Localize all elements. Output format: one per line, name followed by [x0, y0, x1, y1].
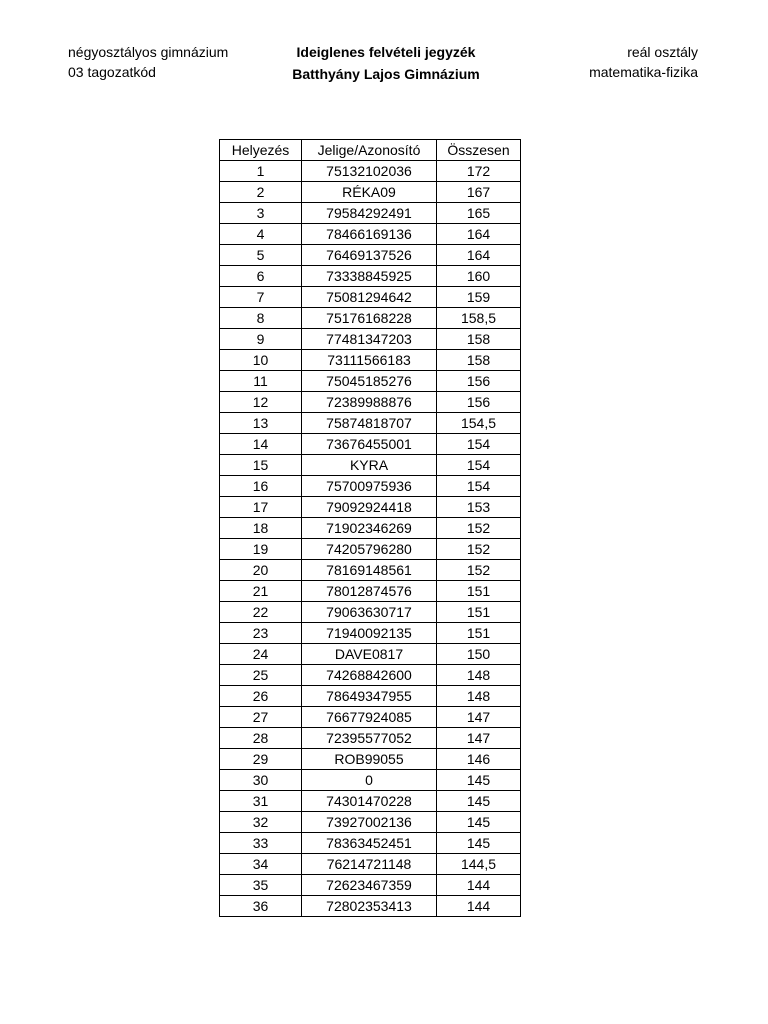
table-row: [220, 812, 521, 833]
id-cell: 74205796280: [302, 539, 437, 560]
total-cell: 148: [437, 686, 521, 707]
table-row: [220, 203, 521, 224]
table-row: [220, 266, 521, 287]
rank-cell: 26: [220, 686, 302, 707]
table-row: [220, 791, 521, 812]
rank-cell: 7: [220, 287, 302, 308]
rank-cell: 3: [220, 203, 302, 224]
id-cell: 76469137526: [302, 245, 437, 266]
table-row: [220, 329, 521, 350]
id-cell: RÉKA09: [302, 182, 437, 203]
total-cell: 156: [437, 392, 521, 413]
table-row: [220, 413, 521, 434]
id-cell: 75874818707: [302, 413, 437, 434]
total-cell: 159: [437, 287, 521, 308]
table-row: [220, 728, 521, 749]
rank-cell: 20: [220, 560, 302, 581]
table-header-row: [220, 140, 521, 161]
id-cell: 0: [302, 770, 437, 791]
id-cell: 72395577052: [302, 728, 437, 749]
table-row: [220, 686, 521, 707]
rank-cell: 27: [220, 707, 302, 728]
table-row: [220, 896, 521, 917]
id-cell: 77481347203: [302, 329, 437, 350]
id-cell: 75045185276: [302, 371, 437, 392]
total-cell: 145: [437, 833, 521, 854]
class-type: reál osztály: [627, 44, 698, 60]
id-cell: 75700975936: [302, 476, 437, 497]
total-cell: 148: [437, 665, 521, 686]
table-row: [220, 539, 521, 560]
id-cell: KYRA: [302, 455, 437, 476]
table-row: [220, 350, 521, 371]
id-cell: 79063630717: [302, 602, 437, 623]
table-row: [220, 371, 521, 392]
rank-cell: 6: [220, 266, 302, 287]
column-header-rank: Helyezés: [220, 140, 302, 161]
header-center: [266, 42, 506, 84]
id-cell: 78363452451: [302, 833, 437, 854]
rank-cell: 21: [220, 581, 302, 602]
rank-cell: 18: [220, 518, 302, 539]
total-cell: 158: [437, 329, 521, 350]
table-row: [220, 665, 521, 686]
id-cell: 75176168228: [302, 308, 437, 329]
id-cell: 72802353413: [302, 896, 437, 917]
total-cell: 158,5: [437, 308, 521, 329]
total-cell: 164: [437, 224, 521, 245]
header-right: [589, 42, 698, 82]
total-cell: 150: [437, 644, 521, 665]
table-row: [220, 392, 521, 413]
school-type: négyosztályos gimnázium: [68, 44, 229, 60]
table-row: [220, 875, 521, 896]
total-cell: 154: [437, 434, 521, 455]
total-cell: 145: [437, 791, 521, 812]
rank-cell: 23: [220, 623, 302, 644]
id-cell: 76214721148: [302, 854, 437, 875]
rank-cell: 16: [220, 476, 302, 497]
rank-cell: 34: [220, 854, 302, 875]
rank-cell: 14: [220, 434, 302, 455]
total-cell: 144,5: [437, 854, 521, 875]
id-cell: 75081294642: [302, 287, 437, 308]
id-cell: 73338845925: [302, 266, 437, 287]
total-cell: 156: [437, 371, 521, 392]
id-cell: 71940092135: [302, 623, 437, 644]
rank-cell: 9: [220, 329, 302, 350]
id-cell: 73111566183: [302, 350, 437, 371]
class-subject: matematika-fizika: [589, 64, 698, 80]
table-row: [220, 224, 521, 245]
total-cell: 153: [437, 497, 521, 518]
total-cell: 145: [437, 770, 521, 791]
school-name: Batthyány Lajos Gimnázium: [292, 66, 480, 82]
table-row: [220, 749, 521, 770]
total-cell: 152: [437, 539, 521, 560]
total-cell: 151: [437, 602, 521, 623]
table-row: [220, 308, 521, 329]
id-cell: 75132102036: [302, 161, 437, 182]
column-header-total: Összesen: [437, 140, 521, 161]
id-cell: 79092924418: [302, 497, 437, 518]
total-cell: 158: [437, 350, 521, 371]
rank-cell: 31: [220, 791, 302, 812]
total-cell: 152: [437, 560, 521, 581]
rank-cell: 28: [220, 728, 302, 749]
rank-cell: 19: [220, 539, 302, 560]
table-row: [220, 497, 521, 518]
total-cell: 152: [437, 518, 521, 539]
document-title: Ideiglenes felvételi jegyzék: [296, 44, 476, 60]
id-cell: 78012874576: [302, 581, 437, 602]
total-cell: 164: [437, 245, 521, 266]
total-cell: 167: [437, 182, 521, 203]
id-cell: 72623467359: [302, 875, 437, 896]
table-row: [220, 161, 521, 182]
table-row: [220, 287, 521, 308]
rank-cell: 24: [220, 644, 302, 665]
rank-cell: 5: [220, 245, 302, 266]
table-row: [220, 770, 521, 791]
rank-cell: 10: [220, 350, 302, 371]
table-row: [220, 581, 521, 602]
table-row: [220, 518, 521, 539]
rank-cell: 1: [220, 161, 302, 182]
id-cell: 79584292491: [302, 203, 437, 224]
header-left: [68, 42, 228, 82]
total-cell: 144: [437, 896, 521, 917]
table-row: [220, 602, 521, 623]
rank-cell: 32: [220, 812, 302, 833]
rank-cell: 35: [220, 875, 302, 896]
total-cell: 145: [437, 812, 521, 833]
table-row: [220, 245, 521, 266]
total-cell: 154: [437, 476, 521, 497]
table-row: [220, 434, 521, 455]
rank-cell: 8: [220, 308, 302, 329]
total-cell: 172: [437, 161, 521, 182]
table-row: [220, 560, 521, 581]
total-cell: 147: [437, 707, 521, 728]
section-code: 03 tagozatkód: [68, 64, 156, 80]
id-cell: 78169148561: [302, 560, 437, 581]
table-row: [220, 833, 521, 854]
rank-cell: 29: [220, 749, 302, 770]
results-table: [219, 139, 521, 917]
table-row: [220, 623, 521, 644]
rank-cell: 4: [220, 224, 302, 245]
id-cell: 73676455001: [302, 434, 437, 455]
table-row: [220, 854, 521, 875]
total-cell: 147: [437, 728, 521, 749]
rank-cell: 15: [220, 455, 302, 476]
total-cell: 165: [437, 203, 521, 224]
id-cell: 76677924085: [302, 707, 437, 728]
table-row: [220, 455, 521, 476]
table-row: [220, 182, 521, 203]
rank-cell: 17: [220, 497, 302, 518]
id-cell: 74268842600: [302, 665, 437, 686]
rank-cell: 13: [220, 413, 302, 434]
total-cell: 151: [437, 623, 521, 644]
rank-cell: 30: [220, 770, 302, 791]
rank-cell: 22: [220, 602, 302, 623]
results-body: [220, 161, 521, 917]
rank-cell: 33: [220, 833, 302, 854]
total-cell: 160: [437, 266, 521, 287]
id-cell: 74301470228: [302, 791, 437, 812]
total-cell: 144: [437, 875, 521, 896]
id-cell: 71902346269: [302, 518, 437, 539]
rank-cell: 2: [220, 182, 302, 203]
total-cell: 154,5: [437, 413, 521, 434]
total-cell: 146: [437, 749, 521, 770]
id-cell: 78649347955: [302, 686, 437, 707]
rank-cell: 36: [220, 896, 302, 917]
total-cell: 154: [437, 455, 521, 476]
id-cell: 73927002136: [302, 812, 437, 833]
rank-cell: 12: [220, 392, 302, 413]
table-row: [220, 644, 521, 665]
rank-cell: 11: [220, 371, 302, 392]
id-cell: ROB99055: [302, 749, 437, 770]
table-row: [220, 707, 521, 728]
rank-cell: 25: [220, 665, 302, 686]
id-cell: 72389988876: [302, 392, 437, 413]
column-header-id: Jelige/Azonosító: [302, 140, 437, 161]
total-cell: 151: [437, 581, 521, 602]
id-cell: DAVE0817: [302, 644, 437, 665]
id-cell: 78466169136: [302, 224, 437, 245]
table-row: [220, 476, 521, 497]
